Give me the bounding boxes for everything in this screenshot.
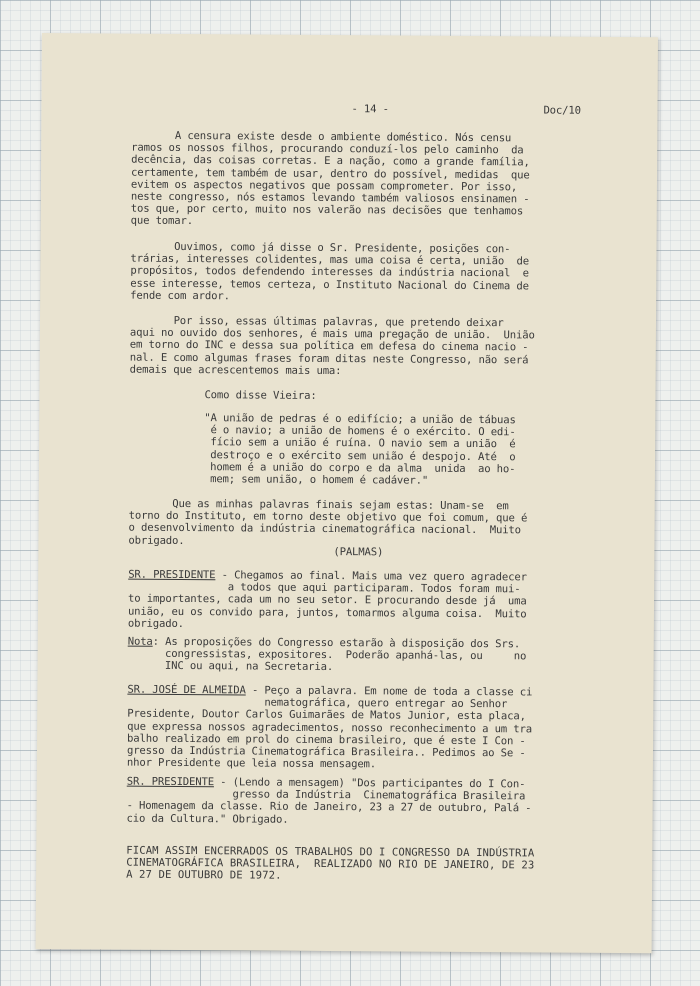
palmas-note: (PALMAS) xyxy=(333,546,384,559)
nota-label: Nota xyxy=(127,635,153,648)
text-line: ramos os nossos filhos, procurando conduzí-los pelo caminho da xyxy=(131,141,524,157)
paragraph-palavras-finais xyxy=(128,498,618,550)
text-line: decência, das coisas corretas. E a nação, como a grande família, xyxy=(131,154,530,169)
quote-line: "A união de pedras é o edifício; a união de tábuas xyxy=(204,412,516,427)
text-line: A 27 DE OUTUBRO DE 1972. xyxy=(126,869,282,883)
speech-text: - Chegamos ao final. Mais uma vez quero agradecer xyxy=(215,569,527,584)
speech-presidente-2 xyxy=(126,776,616,828)
speech-presidente-1 xyxy=(128,569,618,633)
quote-line: é o navio; a união de homens é o exército. O edi- xyxy=(204,424,516,439)
text-line: que tomar. xyxy=(130,215,194,228)
text-line: balho realizado em prol do cinema brasileiro, que é este I Con - xyxy=(127,732,526,748)
speaker-name: SR. PRESIDENTE xyxy=(128,568,216,582)
quote-line: homem é a união do corpo e da alma unida ao ho- xyxy=(203,460,516,476)
vieira-quote xyxy=(204,412,615,488)
text-line: FICAM ASSIM ENCERRADOS OS TRABALHOS DO I CONGRESSO DA INDÚSTRIA xyxy=(126,844,535,860)
text-line: aqui no ouvido dos senhores, é mais uma pregação de união. União xyxy=(129,326,535,342)
text-line: congressistas, expositores. Poderão apanhá-las, ou no xyxy=(127,647,527,663)
document-reference: Doc/10 xyxy=(543,104,581,117)
text-line: união, eu os convido para, juntos, tomarmos alguma coisa. Muito xyxy=(127,605,527,621)
text-line: CINEMATOGRÁFICA BRASILEIRA, REALIZADO NO RIO DE JANEIRO, DE 23 xyxy=(126,856,535,872)
nota-text: : As proposições do Congresso estarão à disposição dos Srs. xyxy=(152,635,521,651)
text-line: - Homenagem da classe. Rio de Janeiro, 23 a 27 de outubro, Palá - xyxy=(126,800,532,815)
text-line: Presidente, Doutor Carlos Guimarães de Matos Junior, esta placa, xyxy=(127,708,526,723)
text-line: nematográfica, quero entregar ao Senhor xyxy=(127,695,508,711)
text-line: evitem os aspectos negativos que possam comprometer. Por isso, xyxy=(130,178,518,194)
speech-text: - Peço a palavra. Em nome de toda a classe ci xyxy=(245,684,533,699)
text-line: gresso da Indústria Cinematográfica Brasileira xyxy=(126,787,526,803)
text-line: a todos que aqui participaram. Todos foram mui- xyxy=(128,580,521,596)
text-line: Ouvimos, como já disse o Sr. Presidente, posições con- xyxy=(130,240,511,256)
text-line: que expressa nossos agradecimentos, nosso reconhecimento a um tra xyxy=(127,720,533,736)
text-line: Que as minhas palavras finais sejam estas: Unam-se em xyxy=(128,497,509,513)
paragraph-uniao-propositos xyxy=(130,241,620,305)
closing-statement xyxy=(126,845,616,885)
text-line: certamente, tem também de usar, dentro do possível, medidas que xyxy=(130,166,530,182)
text-line: esse interesse, temos certeza, o Instituto Nacional do Cinema de xyxy=(130,277,529,293)
text-line: nal. E como algumas frases foram ditas neste Congresso, não será xyxy=(129,351,529,367)
quote-line: fício sem a união é ruína. O navio sem a união é xyxy=(204,436,516,451)
speaker-name: SR. PRESIDENTE xyxy=(126,775,215,789)
page-number: - 14 - xyxy=(351,103,389,116)
document-page xyxy=(36,33,658,953)
speaker-name: SR. JOSÉ DE ALMEIDA xyxy=(127,683,246,697)
text-line: INC ou aqui, na Secretaria. xyxy=(127,660,334,674)
nota-block xyxy=(128,636,618,676)
text-line: tos que, por certo, muito nos valerão nas decisões que tenhamos xyxy=(130,202,524,218)
text-line: to importantes, cada um no seu setor. E procurando desde já uma xyxy=(128,593,527,608)
text-line: Por isso, essas últimas palavras, que pretendo deixar xyxy=(129,314,504,330)
text-line: em torno do INC e dessa sua política em defesa do cinema nacio - xyxy=(129,339,529,354)
text-line: neste congresso, nós estamos levando também valiosos ensinamen - xyxy=(130,190,530,206)
text-line: propósitos, todos defendendo interesses da indústria nacional e xyxy=(130,265,529,280)
quote-line: destroço e o exército sem união é despojo. Até o xyxy=(204,448,516,463)
text-line: nhor Presidente que leia nossa mensagem. xyxy=(126,756,377,771)
speech-jose-de-almeida xyxy=(127,684,618,773)
text-line: torno do Instituto, em torno deste objetivo que foi comum, que é xyxy=(128,509,528,525)
text-line: demais que acrescentemos mais uma: xyxy=(129,363,342,377)
text-line: obrigado. xyxy=(127,617,184,630)
text-line: gresso da Indústria Cinematográfica Brasileira.. Pedimos ao Se - xyxy=(126,744,526,760)
text-line: obrigado. xyxy=(128,534,185,547)
paragraph-censura xyxy=(131,130,622,231)
paragraph-pregacao-uniao xyxy=(130,315,620,379)
speech-text: - (Lendo a mensagem) "Dos participantes do I Con- xyxy=(213,776,526,791)
vieira-intro: Como disse Vieira: xyxy=(204,389,317,402)
text-line: fende com ardor. xyxy=(130,289,230,303)
text-line: trárias, interesses colidentes, mas uma coisa é certa, união de xyxy=(130,252,530,268)
text-line: A censura existe desde o ambiente doméstico. Nós censu xyxy=(131,129,512,145)
quote-line: mem; sem união, o homem é cadáver." xyxy=(203,473,429,487)
text-line: o desenvolvimento da indústria cinematográfica nacional. Muito xyxy=(128,522,521,537)
text-line: cio da Cultura." Obrigado. xyxy=(126,812,289,826)
